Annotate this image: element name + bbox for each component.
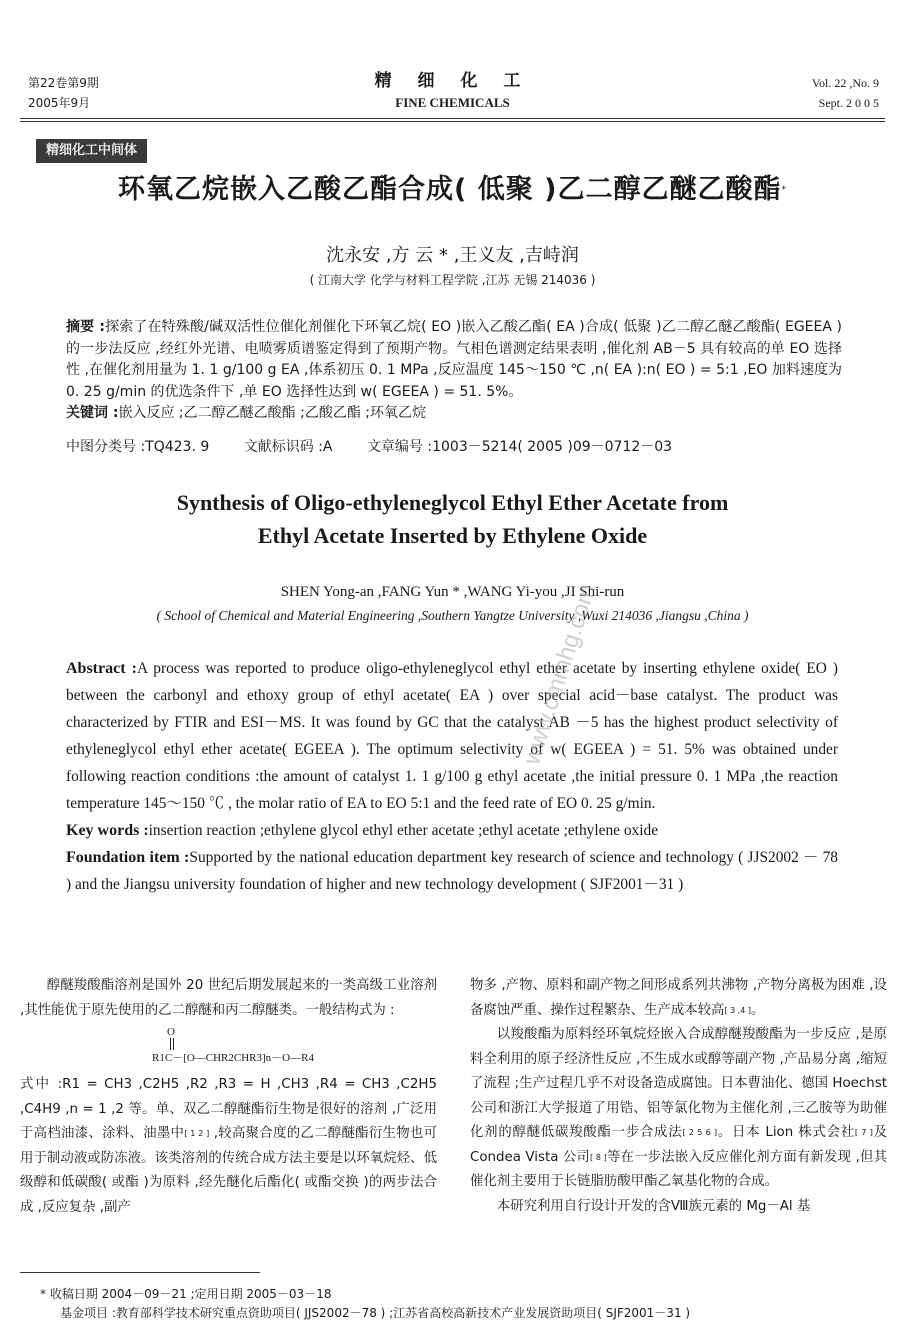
volume-cn: 第22卷第9期 xyxy=(28,76,99,90)
watermark-text: www.cmmhg.com xyxy=(518,580,602,768)
abstract-cn-text: 探索了在特殊酸/碱双活性位催化剂催化下环氧乙烷( EO )嵌入乙酸乙酯( EA )合成( 低聚 )乙二醇乙醚乙酸酯( EGEEA )的一步法反应 ,经红外光谱、电喷雾质谱鉴定得到了预期产物。气相色谱测定结果表明 ,催化剂 AB－5 具有较高的单 EO 选择性 ,在催化剂用量为 1. 1 g/100 g EA ,体系初压 0. 1 MPa ,反应温度 145～150 ℃ ,n( EA ):n( EO ) = 5:1 ,EO 加料速度为 0. 25 g/min 的优选条件下 ,单 EO 选择性达到 w( EGEEA ) = 51. 5%。 xyxy=(66,319,842,400)
date-en: Sept. 2 0 0 5 xyxy=(818,96,879,110)
volume-en: Vol. 22 ,No. 9 xyxy=(811,76,879,90)
keywords-cn-text: 嵌入反应 ;乙二醇乙醚乙酸酯 ;乙酸乙酯 ;环氧乙烷 xyxy=(118,405,426,421)
title-cn-text: 环氧乙烷嵌入乙酸乙酯合成( 低聚 )乙二醇乙醚乙酸酯 xyxy=(118,174,782,205)
affiliation-en: ( School of Chemical and Material Engineering ,Southern Yangtze University ,Wuxi 214036 ,Jiangsu ,China ) xyxy=(156,608,749,623)
foundation-en-label: Foundation item : xyxy=(66,849,190,866)
formula-carbonyl-o: O xyxy=(167,1026,175,1038)
title-en-line2: Ethyl Acetate Inserted by Ethylene Oxide xyxy=(257,523,648,548)
footnote-received: * 收稿日期 2004－09－21 ;定用日期 2005－03－18 xyxy=(40,1287,332,1301)
watermark xyxy=(518,540,602,770)
authors-cn: 沈永安 ,方 云 * ,王义友 ,吉峙润 xyxy=(326,245,579,266)
affiliation-cn: ( 江南大学 化学与材料工程学院 ,江苏 无锡 214036 ) xyxy=(309,273,596,287)
citation-ref: [ 2 5 6 ] xyxy=(682,1128,718,1137)
keywords-en-label: Key words : xyxy=(66,822,149,839)
journal-title-cn: 精 细 化 工 xyxy=(374,71,531,91)
header-rule xyxy=(20,118,885,119)
keywords-cn-label: 关键词 : xyxy=(66,405,119,421)
body-left-p2b: ,较高聚合度的乙二醇醚酯衍生物也可用于制动液或防冻液。该类溶剂的传统合成方法主要是以环氧烷烃、低级醇和低碳酸( 或酯 )为原料 ,经先醚化后酯化( 或酯交换 )的两步法合成 ,反应复杂 ,副产 xyxy=(20,1126,438,1215)
classification-cn xyxy=(66,437,702,458)
body-right-paragraph-3: 本研究利用自行设计开发的含Ⅷ族元素的 Mg－Al 基 xyxy=(496,1198,811,1214)
abstract-en-text: A process was reported to produce oligo-ethyleneglycol ethyl ether acetate by inserting ethylene oxide( EO ) between the carbonyl and ethoxy group of ethyl acetate( EA ) over special acid－base catalyst. The product was characterized by FTIR and ESI－MS. It was found by GC that the catalyst AB －5 has the highest product selectivity of ethyleneglycol ethyl ether acetate( EGEEA ). The optimum selectivity of w( EGEEA ) = 51. 5% was obtained under following reaction conditions :the amount of catalyst 1. 1 g/100 g ethyl acetate ,the initial pressure 0. 1 MPa ,the reaction temperature 145～150 ℃ , the molar ratio of EA to EO 5:1 and the feed rate of EO 0. 25 g/min. xyxy=(66,660,838,812)
body-right-p2d: 等在一步法嵌入反应催化剂方面有新发现 ,但其催化剂主要用于长链脂肪酸甲酯乙氧基化物的合成。 xyxy=(470,1149,887,1189)
body-right-p1b: 。 xyxy=(751,1002,765,1018)
citation-ref: [ 1 2 ] xyxy=(184,1129,210,1138)
keywords-en-paragraph xyxy=(66,817,838,844)
body-right-p1a: 物多 ,产物、原料和副产物之间形成系列共沸物 ,产物分离极为困难 ,设备腐蚀严重、操作过程繁杂、生产成本较高 xyxy=(470,978,887,1018)
body-right-paragraph-1 xyxy=(470,974,887,1023)
header-rule-2 xyxy=(20,121,885,122)
formula-double-bond xyxy=(170,1038,174,1050)
keywords-en-text: insertion reaction ;ethylene glycol ethyl ether acetate ;ethyl acetate ;ethylene oxide xyxy=(148,822,659,839)
header-volume-en xyxy=(812,73,879,113)
journal-title xyxy=(0,70,905,112)
title-en-line1: Synthesis of Oligo-ethyleneglycol Ethyl Ether Acetate from xyxy=(176,490,729,515)
formula-main: R1C－[O—CHR2CHR3]n－O—R4 xyxy=(152,1052,314,1064)
document-code: 文献标识码 :A xyxy=(243,439,333,455)
column-tag: 精细化工中间体 xyxy=(36,139,147,163)
body-left-paragraph-2 xyxy=(20,1073,437,1220)
body-left-paragraph-1: 醇醚羧酸酯溶剂是国外 20 世纪后期发展起来的一类高级工业溶剂 ,其性能优于原先使用的乙二醇醚和丙二醇醚类。一般结构式为 : xyxy=(20,978,437,1018)
footnote-rule xyxy=(20,1272,260,1273)
body-left-column xyxy=(20,974,437,1220)
structure-formula xyxy=(20,1025,437,1067)
title-cn-mark: * xyxy=(781,185,787,195)
journal-title-en: FINE CHEMICALS xyxy=(395,95,510,110)
body-left-p2a: 式中 :R1 = CH3 ,C2H5 ,R2 ,R3 = H ,CH3 ,R4 = CH3 ,C2H5 ,C4H9 ,n = 1 ,2 等。单、双乙二醇醚酯衍生物是很好的溶剂 ,广泛用于高档油漆、涂料、油墨中 xyxy=(20,1077,437,1141)
authors-en: SHEN Yong-an ,FANG Yun * ,WANG Yi-you ,JI Shi-run xyxy=(280,584,625,600)
abstract-en-label: Abstract : xyxy=(66,660,138,677)
citation-ref: [ 8 ] xyxy=(590,1152,607,1162)
citation-ref: [ 3 ,4 ] xyxy=(724,1005,752,1015)
article-number: 文章编号 :1003－5214( 2005 )09－0712－03 xyxy=(366,439,673,455)
abstract-en-paragraph xyxy=(66,655,838,817)
body-right-column xyxy=(470,974,887,1219)
abstract-en xyxy=(66,655,838,898)
abstract-cn-label: 摘要 : xyxy=(66,319,105,335)
title-en xyxy=(0,486,905,552)
body-right-paragraph-2 xyxy=(470,1023,887,1195)
foundation-en-text: Supported by the national education department key research of science and technology ( JJS2002 － 78 ) and the Jiangsu university foundation of higher and new technology development ( SJF2001－31 ) xyxy=(66,849,838,893)
footnote-funding: 基金项目 :教育部科学技术研究重点资助项目( JJS2002－78 ) ;江苏省高校高新技术产业发展资助项目( SJF2001－31 ) xyxy=(60,1306,691,1320)
body-right-p2c: 及 Condea Vista 公司 xyxy=(470,1125,888,1165)
abstract-cn xyxy=(66,317,842,425)
body-right-p2a: 以羧酸酯为原料经环氧烷烃嵌入合成醇醚羧酸酯为一步反应 ,是原料全利用的原子经济性反应 ,不生成水或醇等副产物 ,产品易分离 ,缩短了流程 ;生产过程几乎不对设备造成腐蚀。日本曹油化、德国 Hoechst 公司和浙江大学报道了用锆、铝等氯化物为主催化剂 ,三乙胺等为助催化剂的醇醚低碳羧酸酯一步合成法 xyxy=(470,1027,887,1140)
foundation-en-paragraph xyxy=(66,844,838,898)
citation-ref: [ 7 ] xyxy=(854,1128,873,1137)
date-cn: 2005年9月 xyxy=(28,96,91,110)
body-right-p2b: 。日本 Lion 株式会社 xyxy=(717,1125,855,1140)
title-cn xyxy=(0,172,905,208)
clc-number: 中图分类号 :TQ423. 9 xyxy=(66,439,210,455)
